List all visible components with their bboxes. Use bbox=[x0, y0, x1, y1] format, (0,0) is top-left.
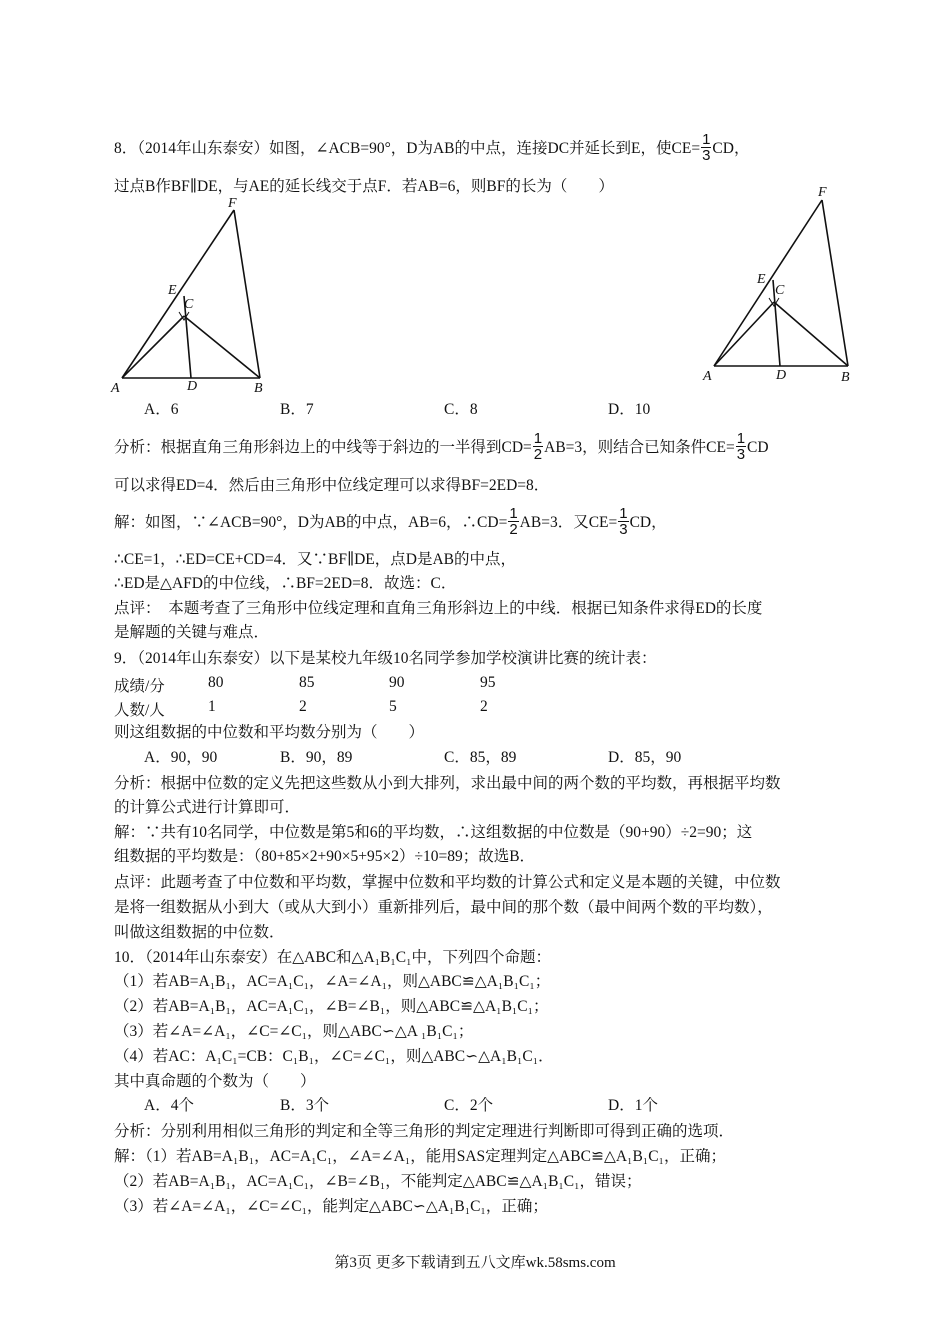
q10-analysis: 分析：分别利用相似三角形的判定和全等三角形的判定定理进行判断即可得到正确的选项． bbox=[114, 1123, 735, 1140]
fraction-one-third: $\frac{1}{3}$ bbox=[736, 430, 746, 463]
svg-text:C: C bbox=[775, 283, 785, 298]
q8-option-d: D．10 bbox=[608, 401, 651, 418]
q8-analysis-line2: 可以求得ED=4．然后由三角形中位线定理可以求得BF=2ED=8． bbox=[114, 477, 550, 494]
q8-option-b: B．7 bbox=[280, 401, 314, 418]
svg-text:A: A bbox=[111, 381, 120, 396]
q8-title-line1: 8．（2014年山东泰安）如图，∠ACB=90°，D为AB的中点，连接DC并延长到E，使CE= $\frac{1}{3}$ CD， bbox=[114, 131, 750, 164]
fraction-one-third: $\frac{1}{3}$ bbox=[702, 131, 711, 164]
q9-question: 则这组数据的中位数和平均数分别为（ ） bbox=[114, 724, 425, 741]
q9-option-b: B．90，89 bbox=[280, 749, 353, 766]
table-cell: 80 bbox=[208, 674, 224, 691]
q10-option-c: C．2个 bbox=[444, 1097, 494, 1114]
fraction-one-half: $\frac{1}{2}$ bbox=[509, 505, 518, 538]
q9-option-c: C．85，89 bbox=[444, 749, 517, 766]
q8-figure-right bbox=[700, 180, 860, 390]
q9-option-a: A．90，90 bbox=[144, 749, 218, 766]
fraction-one-third: $\frac{1}{3}$ bbox=[619, 505, 628, 538]
svg-text:D: D bbox=[187, 379, 198, 394]
fraction-one-half: $\frac{1}{2}$ bbox=[533, 430, 543, 463]
q9-title: 9．（2014年山东泰安）以下是某校九年级10名同学参加学校演讲比赛的统计表： bbox=[114, 650, 657, 667]
q10-option-d: D．1个 bbox=[608, 1097, 658, 1114]
q10-proposition-2: （2）若AB=A₁B₁，AC=A₁C₁，∠B=∠B₁，则△ABC≌△A₁B₁C₁； bbox=[114, 998, 549, 1015]
q10-proposition-3: （3）若∠A=∠A₁，∠C=∠C₁，则△ABC∽△A ₁B₁C₁； bbox=[114, 1023, 474, 1040]
svg-text:B: B bbox=[254, 381, 263, 396]
q8-solution-line2: ∴CE=1，∴ED=CE+CD=4．又∵BF∥DE，点D是AB的中点， bbox=[114, 551, 517, 568]
svg-text:F: F bbox=[228, 196, 237, 211]
q10-question: 其中真命题的个数为（ ） bbox=[114, 1073, 316, 1090]
q9-analysis-line2: 的计算公式进行计算即可． bbox=[114, 799, 301, 816]
svg-text:E: E bbox=[168, 283, 177, 298]
q8-analysis-line1: 分析：根据直角三角形斜边上的中线等于斜边的一半得到CD= $\frac{1}{2}$ AB=3，则结合已知条件CE= $\frac{1}{3}$ CD bbox=[114, 430, 769, 463]
q8-solution-line1: 解：如图，∵∠ACB=90°，D为AB的中点，AB=6，∴CD= $\frac{1}{2}$ AB=3．又CE= $\frac{1}{3}$ CD， bbox=[114, 505, 667, 538]
svg-text:D: D bbox=[776, 368, 787, 383]
table-cell: 2 bbox=[299, 698, 307, 715]
q9-option-d: D．85，90 bbox=[608, 749, 682, 766]
q9-comment-line2: 是将一组数据从小到大（或从大到小）重新排列后，最中间的那个数（最中间两个数的平均数）， bbox=[114, 899, 773, 916]
q9-comment-line1: 点评：此题考查了中位数和平均数，掌握中位数和平均数的计算公式和定义是本题的关键，中位数 bbox=[114, 874, 781, 891]
q10-proposition-1: （1）若AB=A₁B₁，AC=A₁C₁，∠A=∠A₁，则△ABC≌△A₁B₁C₁； bbox=[114, 973, 551, 990]
q8-solution-line3: ∴ED是△AFD的中位线，∴BF=2ED=8．故选：C． bbox=[114, 575, 457, 592]
table-cell: 90 bbox=[389, 674, 405, 691]
q8-option-a: A．6 bbox=[144, 401, 179, 418]
svg-text:F: F bbox=[818, 185, 827, 200]
svg-text:C: C bbox=[184, 297, 194, 312]
q8-comment-line2: 是解题的关键与难点． bbox=[114, 624, 270, 641]
q8-title-line2: 过点B作BF∥DE，与AE的延长线交于点F．若AB=6，则BF的长为（ ） bbox=[114, 178, 614, 195]
table-cell: 2 bbox=[480, 698, 488, 715]
table-cell: 成绩/分 bbox=[114, 678, 165, 695]
q10-proposition-4: （4）若AC：A₁C₁=CB：C₁B₁，∠C=∠C₁，则△ABC∽△A₁B₁C₁． bbox=[114, 1048, 554, 1065]
q8-comment-line1: 点评： 本题考查了三角形中位线定理和直角三角形斜边上的中线．根据已知条件求得ED的长度 bbox=[114, 600, 763, 617]
q10-title: 10．（2014年山东泰安）在△ABC和△A₁B₁C₁中，下列四个命题： bbox=[114, 949, 552, 966]
svg-text:B: B bbox=[841, 370, 850, 385]
q10-option-b: B．3个 bbox=[280, 1097, 330, 1114]
q10-solution-line3: （3）若∠A=∠A₁，∠C=∠C₁，能判定△ABC∽△A₁B₁C₁，正确； bbox=[114, 1198, 548, 1215]
table-cell: 1 bbox=[208, 698, 216, 715]
q10-solution-line1: 解：（1）若AB=A₁B₁，AC=A₁C₁，∠A=∠A₁，能用SAS定理判定△ABC≌△A₁B₁C₁，正确； bbox=[114, 1148, 726, 1165]
q8-option-c: C．8 bbox=[444, 401, 478, 418]
q9-solution-line1: 解：∵共有10名同学，中位数是第5和6的平均数，∴这组数据的中位数是（90+90）÷2=90；这 bbox=[114, 824, 753, 841]
q10-solution-line2: （2）若AB=A₁B₁，AC=A₁C₁，∠B=∠B₁，不能判定△ABC≌△A₁B₁C₁，错误； bbox=[114, 1173, 642, 1190]
svg-text:A: A bbox=[703, 369, 712, 384]
table-cell: 95 bbox=[480, 674, 496, 691]
page-footer: 第3页 更多下载请到五八文库wk.58sms.com bbox=[334, 1255, 616, 1271]
q9-analysis-line1: 分析：根据中位数的定义先把这些数从小到大排列，求出最中间的两个数的平均数，再根据平均数 bbox=[114, 775, 781, 792]
q9-comment-line3: 叫做这组数据的中位数． bbox=[114, 924, 285, 941]
q8-figure-left bbox=[108, 192, 278, 402]
svg-text:E: E bbox=[757, 272, 766, 287]
table-cell: 85 bbox=[299, 674, 315, 691]
q10-option-a: A．4个 bbox=[144, 1097, 194, 1114]
q9-solution-line2: 组数据的平均数是：（80+85×2+90×5+95×2）÷10=89；故选B． bbox=[114, 848, 536, 865]
table-cell: 人数/人 bbox=[114, 702, 165, 719]
table-cell: 5 bbox=[389, 698, 397, 715]
